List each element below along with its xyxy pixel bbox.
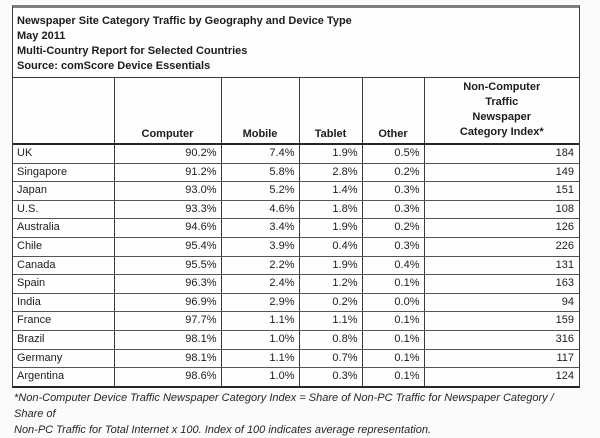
data-table	[13, 78, 579, 386]
cell-category-index: 151	[424, 182, 579, 201]
cell-mobile-share: 2.9%	[221, 293, 299, 312]
cell-country: Germany	[13, 349, 114, 368]
cell-mobile-share: 5.2%	[221, 182, 299, 201]
cell-country: India	[13, 293, 114, 312]
table-row	[13, 237, 579, 256]
cell-computer-share: 98.1%	[114, 349, 221, 368]
table-row	[13, 163, 579, 182]
cell-country: UK	[13, 144, 114, 163]
table-row	[13, 182, 579, 201]
cell-country: France	[13, 312, 114, 331]
cell-computer-share: 96.3%	[114, 275, 221, 294]
table-row	[13, 256, 579, 275]
cell-tablet-share: 1.2%	[299, 275, 362, 294]
footnote	[14, 390, 586, 438]
cell-mobile-share: 1.0%	[221, 330, 299, 349]
cell-category-index: 159	[424, 312, 579, 331]
cell-tablet-share: 0.2%	[299, 293, 362, 312]
table-title: Newspaper Site Category Traffic by Geography and Device Type	[17, 15, 352, 27]
footnote-line: Non-PC Traffic for Total Internet x 100. Index of 100 indicates average representation.	[14, 424, 432, 436]
cell-category-index: 124	[424, 368, 579, 386]
table-row	[13, 312, 579, 331]
cell-category-index: 94	[424, 293, 579, 312]
cell-country: Japan	[13, 182, 114, 201]
cell-other-share: 0.1%	[362, 312, 424, 331]
cell-tablet-share: 1.4%	[299, 182, 362, 201]
cell-category-index: 126	[424, 219, 579, 238]
cell-other-share: 0.3%	[362, 182, 424, 201]
cell-other-share: 0.2%	[362, 163, 424, 182]
cell-computer-share: 98.6%	[114, 368, 221, 386]
cell-country: Singapore	[13, 163, 114, 182]
cell-other-share: 0.5%	[362, 144, 424, 163]
col-header-index-line: Non-Computer	[463, 81, 541, 93]
cell-mobile-share: 4.6%	[221, 200, 299, 219]
cell-other-share: 0.2%	[362, 219, 424, 238]
table-row	[13, 330, 579, 349]
cell-mobile-share: 2.4%	[221, 275, 299, 294]
cell-category-index: 316	[424, 330, 579, 349]
cell-mobile-share: 7.4%	[221, 144, 299, 163]
table-row	[13, 293, 579, 312]
cell-tablet-share: 0.8%	[299, 330, 362, 349]
cell-mobile-share: 5.8%	[221, 163, 299, 182]
table-row	[13, 368, 579, 386]
cell-other-share: 0.1%	[362, 368, 424, 386]
cell-computer-share: 94.6%	[114, 219, 221, 238]
cell-country: U.S.	[13, 200, 114, 219]
cell-category-index: 108	[424, 200, 579, 219]
col-header-index	[424, 78, 579, 144]
col-header-other: Other	[362, 78, 424, 144]
cell-other-share: 0.3%	[362, 200, 424, 219]
footnote-line: *Non-Computer Device Traffic Newspaper Category Index = Share of Non-PC Traffic for Newspaper Category / Share of	[14, 392, 554, 420]
cell-computer-share: 98.1%	[114, 330, 221, 349]
cell-mobile-share: 1.1%	[221, 349, 299, 368]
cell-category-index: 131	[424, 256, 579, 275]
cell-computer-share: 90.2%	[114, 144, 221, 163]
cell-other-share: 0.0%	[362, 293, 424, 312]
cell-mobile-share: 1.1%	[221, 312, 299, 331]
cell-mobile-share: 3.9%	[221, 237, 299, 256]
cell-computer-share: 95.4%	[114, 237, 221, 256]
table-title-block	[13, 8, 579, 78]
cell-other-share: 0.1%	[362, 330, 424, 349]
cell-mobile-share: 3.4%	[221, 219, 299, 238]
cell-tablet-share: 2.8%	[299, 163, 362, 182]
table-row	[13, 275, 579, 294]
col-header-index-line: Traffic	[485, 96, 519, 108]
cell-tablet-share: 1.8%	[299, 200, 362, 219]
table-source: Source: comScore Device Essentials	[17, 60, 211, 72]
table-row	[13, 219, 579, 238]
table-row	[13, 349, 579, 368]
col-header-tablet: Tablet	[299, 78, 362, 144]
table-row	[13, 144, 579, 163]
table-report-scope: Multi-Country Report for Selected Countries	[17, 45, 248, 57]
table-period: May 2011	[17, 30, 66, 42]
col-header-index-line: Newspaper	[472, 111, 532, 123]
cell-computer-share: 91.2%	[114, 163, 221, 182]
cell-computer-share: 93.0%	[114, 182, 221, 201]
cell-country: Australia	[13, 219, 114, 238]
cell-tablet-share: 0.3%	[299, 368, 362, 386]
cell-country: Argentina	[17, 370, 65, 383]
cell-computer-share: 96.9%	[114, 293, 221, 312]
cell-mobile-share: 1.0%	[221, 368, 299, 386]
col-header-computer: Computer	[114, 78, 221, 144]
table-row	[13, 200, 579, 219]
col-header-mobile: Mobile	[221, 78, 299, 144]
cell-computer-share: 95.5%	[114, 256, 221, 275]
cell-category-index: 117	[424, 349, 579, 368]
cell-tablet-share: 0.4%	[299, 237, 362, 256]
col-header-country	[13, 78, 114, 144]
cell-tablet-share: 0.7%	[299, 349, 362, 368]
cell-other-share: 0.1%	[362, 275, 424, 294]
cell-tablet-share: 1.9%	[299, 256, 362, 275]
cell-country: Brazil	[13, 330, 114, 349]
cell-other-share: 0.3%	[362, 237, 424, 256]
cell-category-index: 184	[424, 144, 579, 163]
cell-other-share: 0.1%	[362, 349, 424, 368]
cell-tablet-share: 1.1%	[299, 312, 362, 331]
cell-tablet-share: 1.9%	[299, 219, 362, 238]
traffic-table-frame	[12, 5, 580, 388]
cell-computer-share: 93.3%	[114, 200, 221, 219]
cell-country: Spain	[13, 275, 114, 294]
cell-country: Chile	[13, 237, 114, 256]
cell-country: Canada	[13, 256, 114, 275]
header-row	[13, 78, 579, 144]
cell-tablet-share: 1.9%	[299, 144, 362, 163]
cell-mobile-share: 2.2%	[221, 256, 299, 275]
col-header-index-line: Category Index*	[459, 126, 544, 138]
cell-category-index: 149	[424, 163, 579, 182]
cell-other-share: 0.4%	[362, 256, 424, 275]
cell-category-index: 226	[424, 237, 579, 256]
cell-computer-share: 97.7%	[114, 312, 221, 331]
cell-category-index: 163	[424, 275, 579, 294]
